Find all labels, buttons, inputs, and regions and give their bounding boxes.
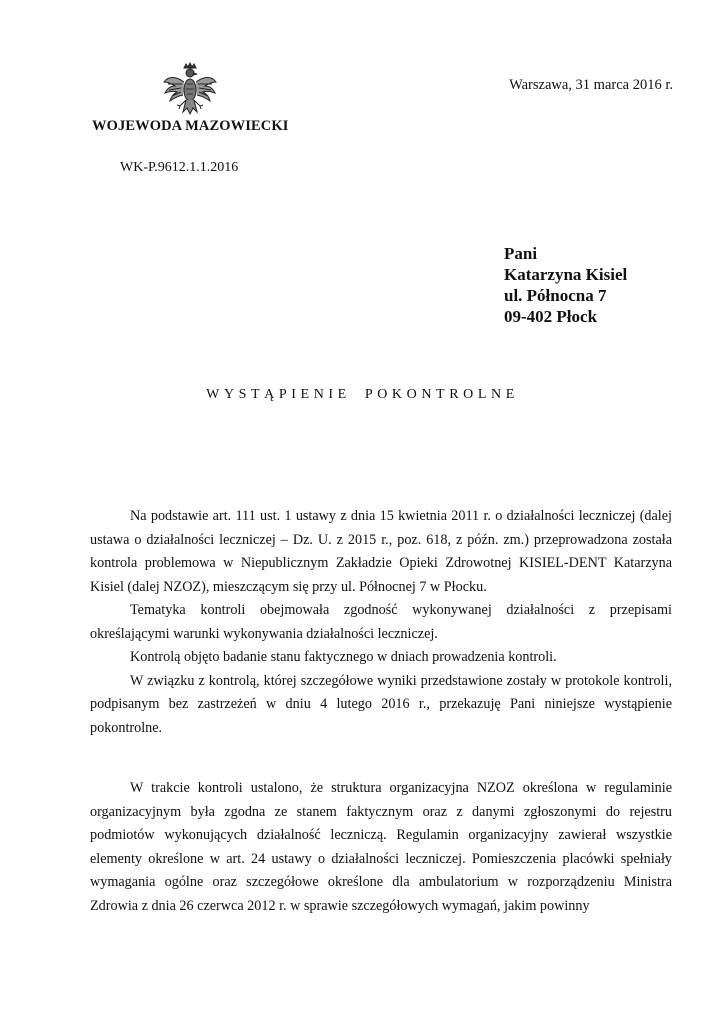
body-paragraph: W trakcie kontroli ustalono, że struktura organizacyjna NZOZ określona w regulaminie organizacyjnym była zgodna ze stanem faktycznym oraz z danymi zgłoszonymi do rejestru podmiotów wykonujących działalność leczniczą. Regulamin organizacyjny zawierał wszystkie elementy określone w art. 24 ustawy o działalności leczniczej. Pomieszczenia placówki spełniały wymagania ogólne oraz szczegółowe określone dla ambulatorium w rozporządzeniu Ministra Zdrowia z dnia 26 czerwca 2012 r. w sprawie szczegółowych wymagań, jakim powinny — [90, 780, 672, 914]
addressee-street: ul. Północna 7 — [504, 286, 607, 305]
reference-number: WK-P.9612.1.1.2016 — [120, 160, 239, 175]
body-paragraph: W związku z kontrolą, której szczegółowe wyniki przedstawione zostały w protokole kontroli, podpisanym bez zastrzeżeń w dniu 4 lutego 2016 r., przekazuję Pani niniejsze wystąpienie pokontrolne. — [90, 672, 672, 736]
body-section-findings — [90, 777, 672, 918]
polish-eagle-emblem-icon — [162, 62, 218, 122]
addressee-salutation: Pani — [504, 244, 538, 263]
eagle-svg — [162, 62, 218, 122]
body-section-intro — [90, 505, 672, 740]
addressee-block — [504, 243, 627, 327]
addressee-name: Katarzyna Kisiel — [504, 265, 628, 284]
body-paragraph: Na podstawie art. 111 ust. 1 ustawy z dnia 15 kwietnia 2011 r. o działalności leczniczej (dalej ustawa o działalności leczniczej – Dz. U. z 2015 r., poz. 618, z późn. zm.) przeprowadzona została kontrola problemowa w Niepublicznym Zakładzie Opieki Zdrowotnej KISIEL-DENT Katarzyna Kisiel (dalej NZOZ), mieszczącym się przy ul. Północnej 7 w Płocku. — [90, 508, 672, 595]
body-paragraph: Kontrolą objęto badanie stanu faktycznego w dniach prowadzenia kontroli. — [130, 649, 557, 665]
document-title — [0, 387, 725, 403]
addressee-city: 09-402 Płock — [504, 307, 598, 326]
body-paragraph: Tematyka kontroli obejmowała zgodność wykonywanej działalności z przepisami określającymi warunki wykonywania działalności leczniczej. — [90, 602, 672, 642]
document-title-word-2: POKONTROLNE — [364, 387, 519, 402]
place-date: Warszawa, 31 marca 2016 r. — [509, 77, 673, 93]
authority-name: WOJEWODA MAZOWIECKI — [92, 118, 289, 134]
document-title-word-1: WYSTĄPIENIE — [206, 387, 351, 402]
